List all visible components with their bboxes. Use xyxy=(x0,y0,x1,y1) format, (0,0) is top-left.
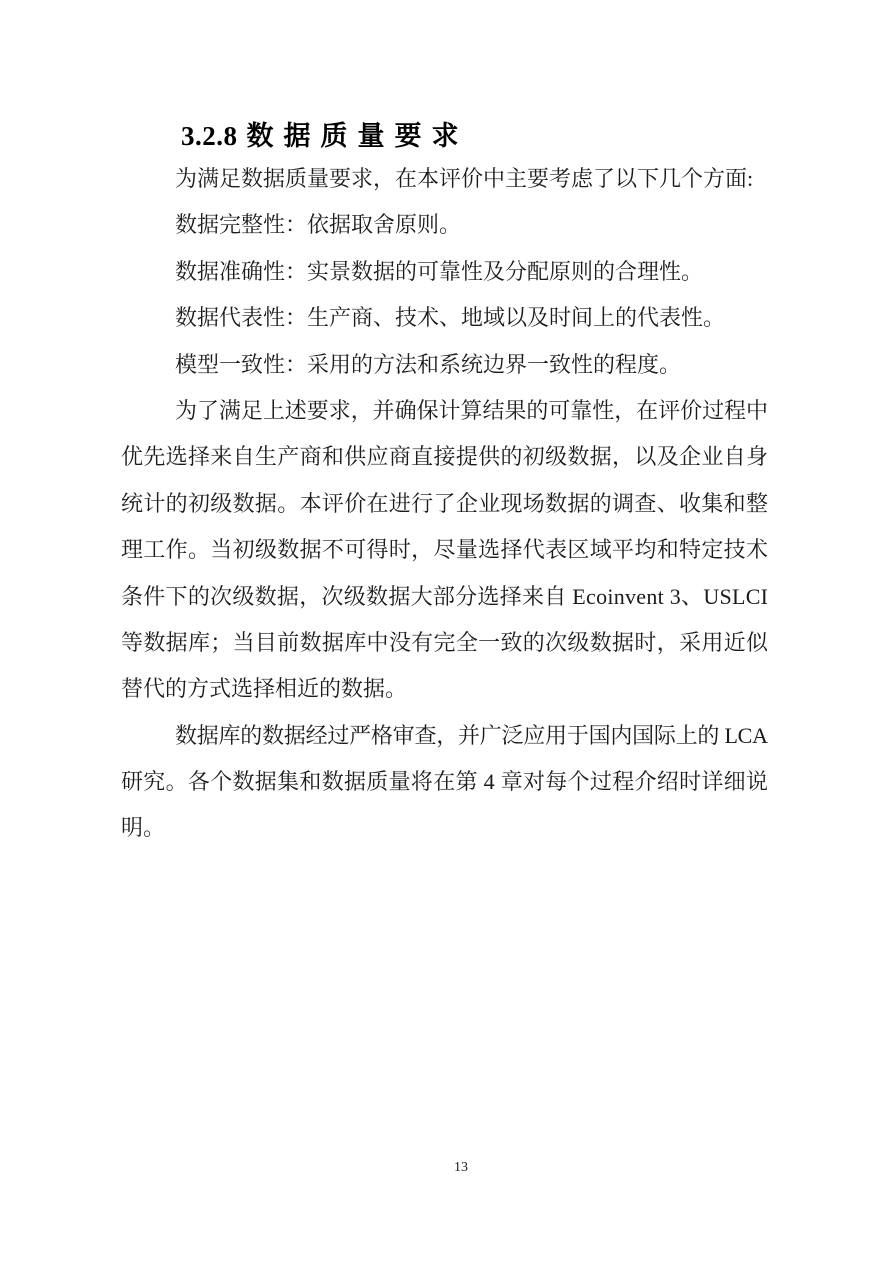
body-line: 研究。各个数据集和数据质量将在第 4 章对每个过程介绍时详细说 xyxy=(121,769,769,795)
body-line: 条件下的次级数据，次级数据大部分选择来自 Ecoinvent 3、USLCI xyxy=(121,583,769,609)
body-line: 优先选择来自生产商和供应商直接提供的初级数据，以及企业自身 xyxy=(121,444,769,470)
body-line: 替代的方式选择相近的数据。 xyxy=(121,676,408,702)
section-title: 数据质量要求 xyxy=(246,121,469,151)
body-line: 数据准确性：实景数据的可靠性及分配原则的合理性。 xyxy=(175,258,704,284)
body-line: 明。 xyxy=(121,815,166,841)
body-line: 为满足数据质量要求，在本评价中主要考虑了以下几个方面: xyxy=(175,166,754,191)
body-line: 统计的初级数据。本评价在进行了企业现场数据的调查、收集和整 xyxy=(121,490,769,516)
body-text xyxy=(121,156,768,852)
section-number: 3.2.8 xyxy=(181,121,238,151)
body-line: 为了满足上述要求，并确保计算结果的可靠性，在评价过程中 xyxy=(175,397,768,423)
body-line: 等数据库；当目前数据库中没有完全一致的次级数据时，采用近似 xyxy=(121,629,769,655)
body-line: 模型一致性：采用的方法和系统边界一致性的程度。 xyxy=(175,351,682,377)
body-line: 数据完整性：依据取舍原则。 xyxy=(175,212,462,238)
page-number: 13 xyxy=(454,1160,468,1175)
section-heading xyxy=(181,119,469,153)
body-line: 数据代表性：生产商、技术、地域以及时间上的代表性。 xyxy=(175,305,726,331)
body-line: 数据库的数据经过严格审查，并广泛应用于国内国际上的 LCA xyxy=(175,722,768,748)
body-line: 理工作。当初级数据不可得时，尽量选择代表区域平均和特定技术 xyxy=(121,537,769,563)
